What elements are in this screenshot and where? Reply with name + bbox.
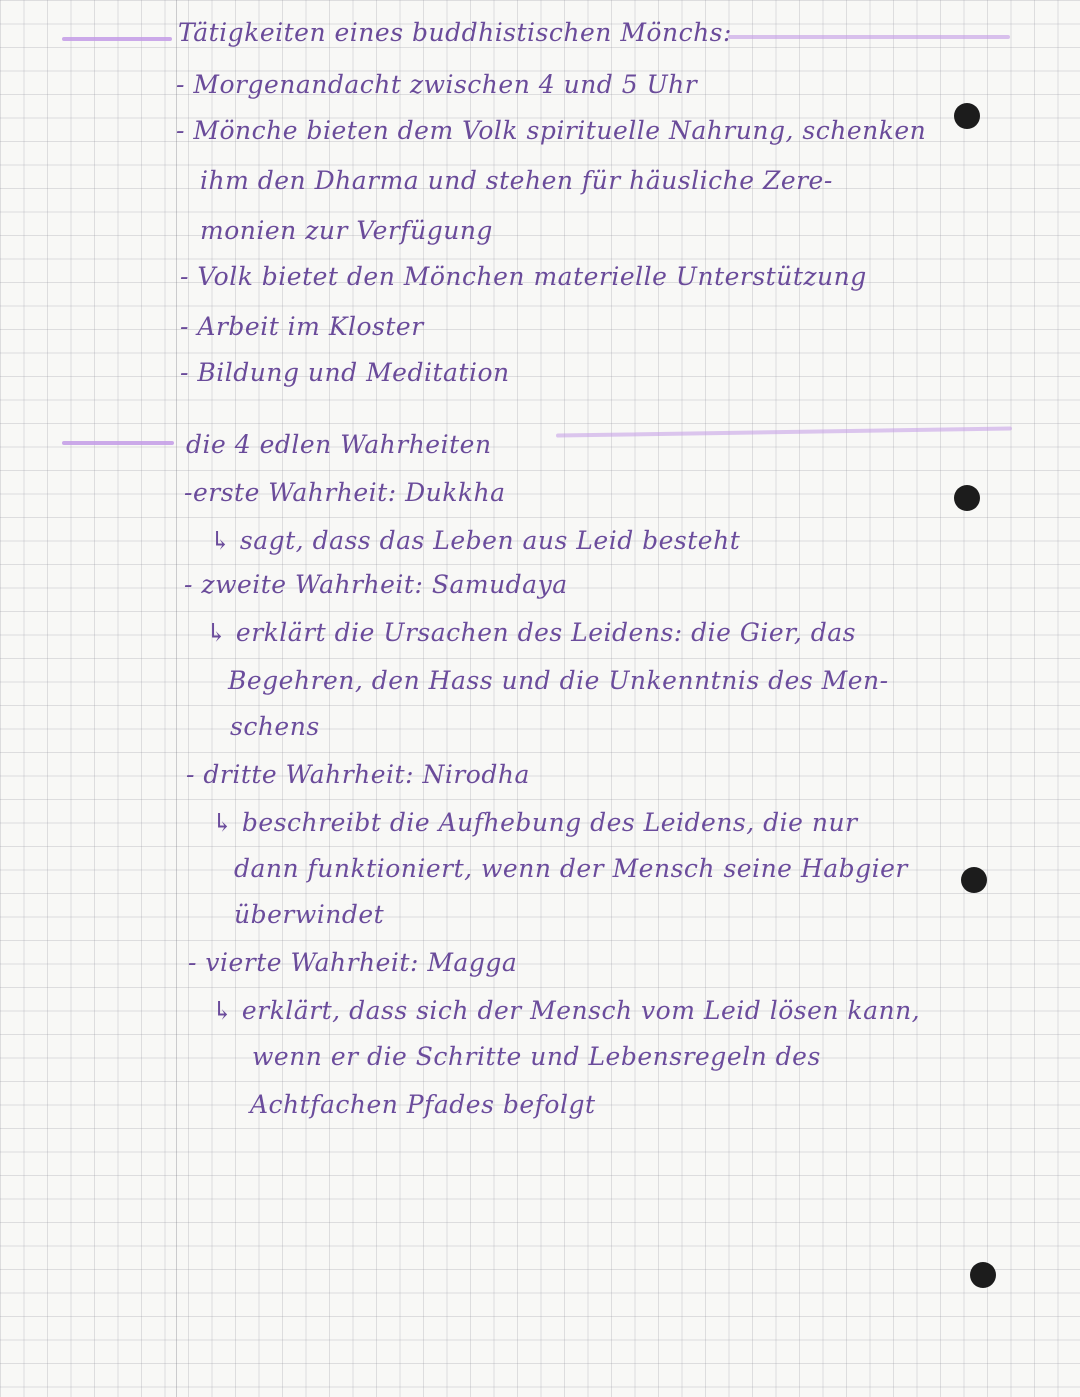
punch-hole — [954, 485, 980, 511]
punch-hole — [954, 103, 980, 129]
punch-hole — [970, 1262, 996, 1288]
truth-explanation: ↳ erklärt die Ursachen des Leidens: die Gier, das — [206, 618, 856, 647]
section-heading-four-noble-truths: die 4 edlen Wahrheiten — [186, 430, 492, 459]
heading-highlight-right-1 — [728, 35, 1010, 39]
truth-explanation: Achtfachen Pfades befolgt — [250, 1090, 596, 1119]
truth-explanation: wenn er die Schritte und Lebensregeln des — [252, 1042, 821, 1071]
truth-explanation: schens — [230, 712, 320, 741]
truth-title: - vierte Wahrheit: Magga — [188, 948, 518, 977]
heading-highlight-right-2 — [556, 426, 1012, 437]
heading-highlight-left-1 — [62, 37, 172, 41]
punch-hole — [961, 867, 987, 893]
note-line: - Arbeit im Kloster — [180, 312, 424, 341]
section-heading-monk-activities: Tätigkeiten eines buddhistischen Mönchs: — [178, 18, 732, 47]
note-line: ihm den Dharma und stehen für häusliche Zere- — [200, 166, 833, 195]
truth-title: - zweite Wahrheit: Samudaya — [184, 570, 568, 599]
margin-line — [176, 0, 177, 1397]
note-line: - Morgenandacht zwischen 4 und 5 Uhr — [176, 70, 698, 99]
heading-highlight-left-2 — [62, 441, 174, 445]
truth-explanation: ↳ erklärt, dass sich der Mensch vom Leid lösen kann, — [212, 996, 921, 1025]
note-line: - Volk bietet den Mönchen materielle Unterstützung — [180, 262, 867, 291]
truth-explanation: dann funktioniert, wenn der Mensch seine Habgier — [234, 854, 908, 883]
truth-explanation: ↳ sagt, dass das Leben aus Leid besteht — [210, 526, 741, 555]
truth-explanation: Begehren, den Hass und die Unkenntnis des Men- — [228, 666, 889, 695]
truth-title: -erste Wahrheit: Dukkha — [184, 478, 506, 507]
note-line: - Mönche bieten dem Volk spirituelle Nahrung, schenken — [176, 116, 927, 145]
note-line: - Bildung und Meditation — [180, 358, 510, 387]
truth-explanation: überwindet — [234, 900, 385, 929]
truth-title: - dritte Wahrheit: Nirodha — [186, 760, 530, 789]
truth-explanation: ↳ beschreibt die Aufhebung des Leidens, die nur — [212, 808, 858, 837]
note-line: monien zur Verfügung — [200, 216, 493, 245]
